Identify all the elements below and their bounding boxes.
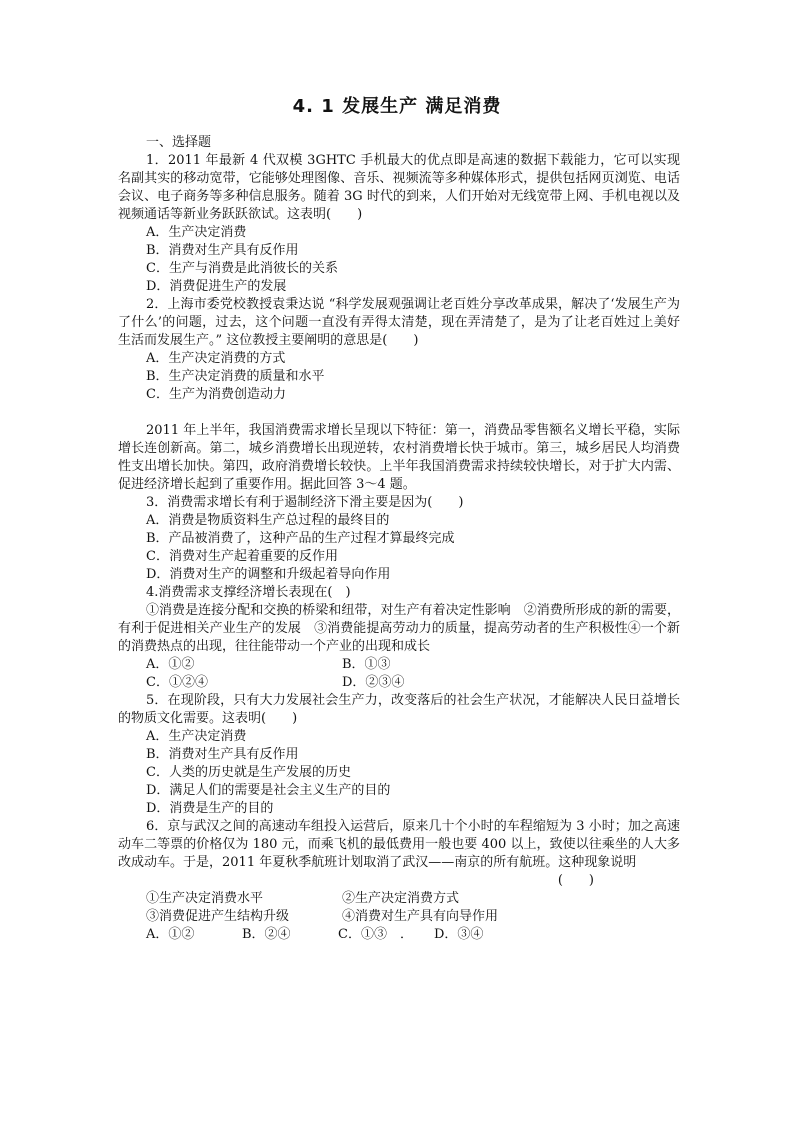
page-title: 4. 1 发展生产 满足消费 xyxy=(292,96,502,117)
question-4-option-c: C．①②④ xyxy=(146,675,208,690)
question-6-answer-line xyxy=(118,872,680,890)
question-4-option-a: A．①② xyxy=(146,657,195,672)
question-2-option-c: C．生产为消费创造动力 xyxy=(146,387,286,402)
question-3-stem: 3．消费需求增长有利于遏制经济下滑主要是因为( ) xyxy=(146,495,464,510)
question-3-option-a: A．消费是物质资料生产总过程的最终目的 xyxy=(146,513,390,528)
question-5-stem: 5．在现阶段，只有大力发展社会生产力，改变落后的社会生产状况，才能解决人民日益增长的物质文化需要。这表明( ) xyxy=(118,693,680,726)
question-1-option-d: D．消费促进生产的发展 xyxy=(146,279,287,294)
question-4-option-d: D．②③④ xyxy=(342,675,405,690)
question-1-stem: 1．2011 年最新 4 代双模 3GHTC 手机最大的优点即是高速的数据下载能力，它可以实现名副其实的移动宽带，它能够处理图像、音乐、视频流等多种媒体形式，提供包括网页浏览、电话会议、电子商务等多种信息服务。随着 3G 时代的到来，人们开始对无线宽带上网、手机电视以及视频通话等新业务跃跃欲试。这表明( ) xyxy=(118,153,680,222)
section-heading: 一、选择题 xyxy=(146,135,212,150)
question-6-option-b: B．②④ xyxy=(242,927,291,942)
question-4-options-row-1 xyxy=(118,656,680,674)
question-6-option-d: D．③④ xyxy=(434,927,484,942)
question-5-option-d2: D．消费是生产的目的 xyxy=(146,801,274,816)
question-1-option-b: B．消费对生产具有反作用 xyxy=(146,243,299,258)
question-6-option-a: A．①② xyxy=(146,927,195,942)
question-5-option-b: B．消费对生产具有反作用 xyxy=(146,747,299,762)
material-paragraph: 2011 年上半年，我国消费需求增长呈现以下特征：第一，消费品零售额名义增长平稳，实际增长连创新高。第二，城乡消费增长出现逆转，农村消费增长快于城市。第三，城乡居民人均消费性支出增长加快。第四，政府消费增长较快。上半年我国消费需求持续较快增长，对于扩大内需、促进经济增长起到了重要作用。据此回答 3～4 题。 xyxy=(118,423,680,492)
question-6-items-row-2 xyxy=(118,908,680,926)
question-6-items-row-1 xyxy=(118,890,680,908)
question-6-item-2: ②生产决定消费方式 xyxy=(342,891,460,906)
question-3-option-c: C．消费对生产起着重要的反作用 xyxy=(146,549,338,564)
question-6-stem: 6．京与武汉之间的高速动车组投入运营后，原来几十个小时的车程缩短为 3 小时；加之高速动车二等票的价格仅为 180 元，而乘飞机的最低费用一般也要 400 以上，致使以往乘坐的人大多改成动车。于是，2011 年夏秋季航班计划取消了武汉——南京的所有航班。这种现象说明 xyxy=(118,819,680,870)
question-2-option-b: B．生产决定消费的质量和水平 xyxy=(146,369,325,384)
question-2-option-a: A．生产决定消费的方式 xyxy=(146,351,286,366)
question-6-item-1: ①生产决定消费水平 xyxy=(146,891,264,906)
question-4-body: ①消费是连接分配和交换的桥梁和纽带，对生产有着决定性影响 ②消费所形成的新的需要，有利于促进相关产业生产的发展 ③消费能提高劳动力的质量，提高劳动者的生产积极性④一个新的消费热点的出现，往往能带动一个产业的出现和成长 xyxy=(118,603,680,654)
question-1-option-c: C．生产与消费是此消彼长的关系 xyxy=(146,261,338,276)
question-4-options-row-2 xyxy=(118,674,680,692)
question-6-option-c: C．①③ ． xyxy=(338,927,413,942)
question-1-option-a: A．生产决定消费 xyxy=(146,225,247,240)
question-6-item-3: ③消费促进产生结构升级 xyxy=(146,909,290,924)
question-5-option-c: C．人类的历史就是生产发展的历史 xyxy=(146,765,351,780)
question-4-stem: 4.消费需求支撑经济增长表现在( ) xyxy=(146,585,351,600)
spacer xyxy=(118,404,680,422)
question-6-item-4: ④消费对生产具有向导作用 xyxy=(342,909,499,924)
document-body xyxy=(118,134,680,944)
question-2-stem: 2．上海市委党校教授袁秉达说 “科学发展观强调让老百姓分享改革成果，解决了‘发展生产为了什么’的问题，过去，这个问题一直没有弄得太清楚，现在弄清楚了，是为了让老百姓过上美好生活而发展生产。” 这位教授主要阐明的意思是( ) xyxy=(118,297,680,348)
question-6-answer-paren: ( ) xyxy=(557,873,594,888)
question-5-option-a: A．生产决定消费 xyxy=(146,729,247,744)
question-5-option-d: D．满足人们的需要是社会主义生产的目的 xyxy=(146,783,391,798)
question-3-option-d: D．消费对生产的调整和升级起着导向作用 xyxy=(146,567,391,582)
question-4-option-b: B．①③ xyxy=(342,657,391,672)
question-3-option-b: B．产品被消费了，这种产品的生产过程才算最终完成 xyxy=(146,531,455,546)
question-6-options xyxy=(118,926,680,944)
